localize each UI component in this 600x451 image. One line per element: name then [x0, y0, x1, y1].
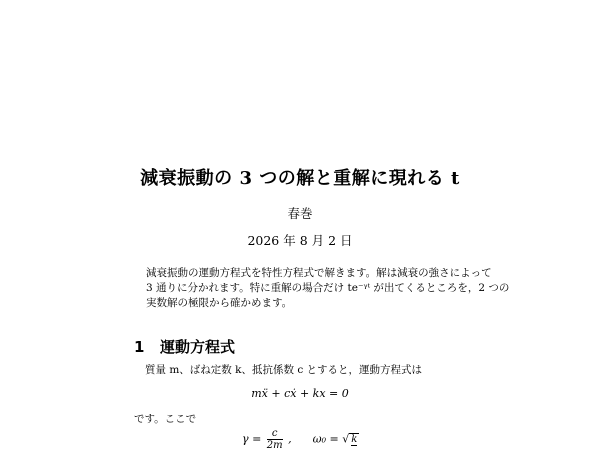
- gamma-numerator: c: [267, 428, 283, 440]
- gamma-denominator: 2m: [266, 440, 283, 451]
- section-number: 1: [134, 338, 145, 356]
- abstract-line-2: 3 通りに分かれます。特に重解の場合だけ te⁻ᵞᵗ が出てくるところを，2 つの: [146, 282, 510, 294]
- section-heading: [134, 336, 235, 357]
- omega-sqrt: [349, 433, 359, 446]
- gamma-fraction: [267, 428, 283, 451]
- body-intro-text: 質量 m、ばね定数 k、抵抗係数 c とすると，運動方程式は: [145, 364, 423, 376]
- abstract-line-1: 減衰振動の運動方程式を特性方程式で解きます。解は減衰の強さによって: [146, 267, 492, 279]
- body-here-text: です。ここで: [134, 413, 197, 425]
- author-name: 春巻: [287, 206, 313, 221]
- abstract-paragraph: [134, 266, 510, 311]
- section-title: 運動方程式: [160, 338, 236, 356]
- paper-title: 減衰振動の 3 つの解と重解に現れる t: [140, 168, 460, 189]
- abstract-line-3: 実数解の極限から確かめます。: [146, 297, 293, 309]
- omega-lhs: ω₀ =: [312, 432, 339, 446]
- publication-date: 2026 年 8 月 2 日: [247, 233, 353, 248]
- equation-definitions: [242, 428, 359, 451]
- equation-motion: mẍ + cẋ + kx = 0: [251, 387, 349, 400]
- separator-comma: ,: [288, 432, 292, 446]
- omega-numerator: k: [351, 434, 358, 445]
- sqrt-icon: √: [342, 432, 350, 446]
- gamma-lhs: γ =: [242, 432, 262, 446]
